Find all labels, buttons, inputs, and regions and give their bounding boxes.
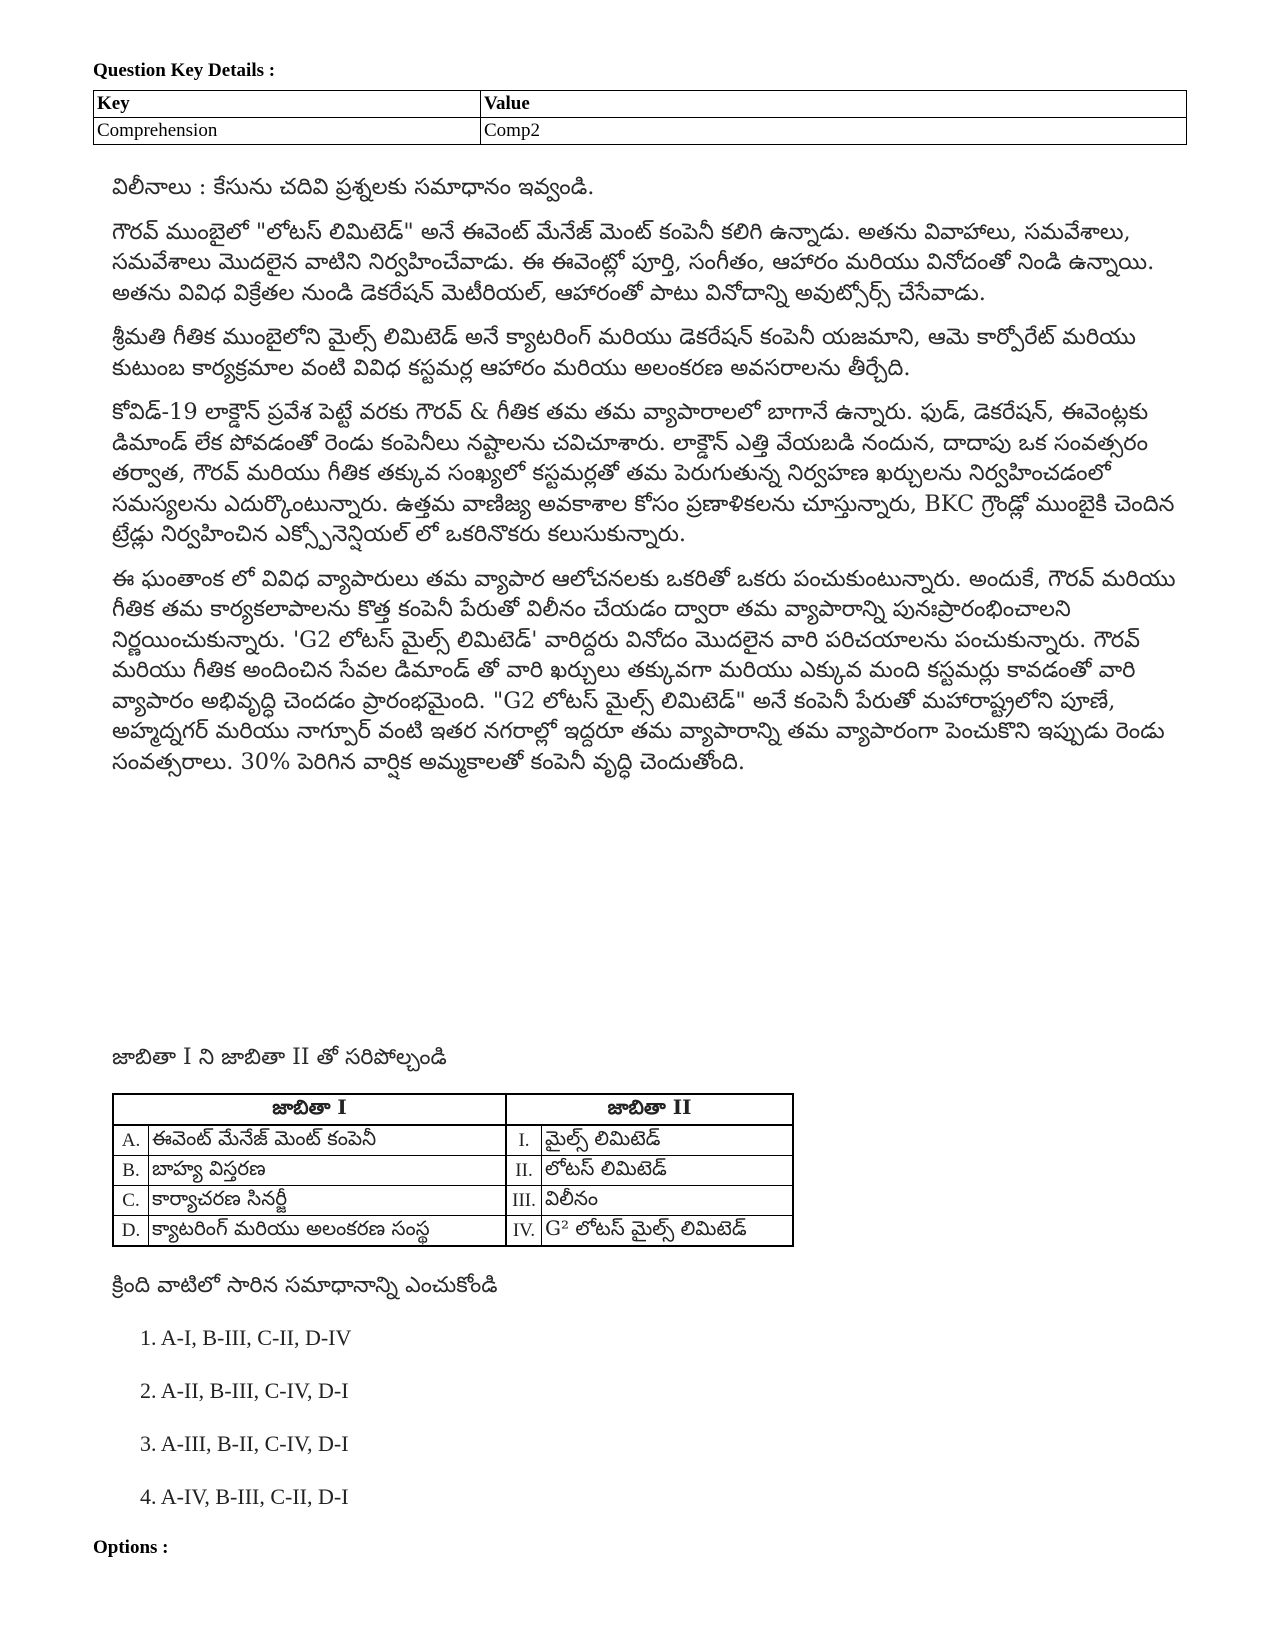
passage-intro: విలీనాలు : కేసును చదివి ప్రశ్నలకు సమాధానం ఇవ్వండి. <box>112 174 595 200</box>
question-key-table <box>93 90 1187 145</box>
table-row <box>94 118 1187 145</box>
passage <box>112 172 1177 791</box>
list1-number: C. <box>113 1186 149 1216</box>
match-table-header-row <box>113 1094 793 1125</box>
list2-number: I. <box>506 1125 542 1156</box>
list1-number: B. <box>113 1156 149 1186</box>
passage-paragraph: శ్రీమతి గీతిక ముంబైలోని మైల్స్ లిమిటెడ్ అనే క్యాటరింగ్ మరియు డెకరేషన్ కంపెనీ యజమాని, ఆమె కార్పోరేట్ మరియు కుటుంబ కార్యక్రమాల వంటి వివిధ కస్టమర్ల ఆహారం మరియు అలంకరణ అవసరాలను తీర్చేది. <box>112 324 1136 381</box>
question-key-details-heading: Question Key Details : <box>93 60 276 81</box>
answer-choice: 4. A-IV, B-III, C-II, D-I <box>140 1484 349 1509</box>
list2-item: మైల్స్ లిమిటెడ్ <box>542 1125 794 1156</box>
key-table-header-row <box>94 91 1187 118</box>
match-instruction: జాబితా I ని జాబితా II తో సరిపోల్చండి <box>112 1045 447 1070</box>
options-heading: Options : <box>93 1537 169 1558</box>
choose-answer-prompt: క్రింది వాటిలో సారిన సమాధానాన్ని ఎంచుకోండి <box>112 1273 498 1298</box>
list1-item: క్యాటరింగ్ మరియు అలంకరణ సంస్థ <box>149 1216 507 1247</box>
table-row <box>113 1216 793 1247</box>
list1-item: కార్యాచరణ సినర్జీ <box>149 1186 507 1216</box>
list2-header: జాబితా II <box>506 1094 793 1125</box>
table-row <box>113 1156 793 1186</box>
list1-item: బాహ్య విస్తరణ <box>149 1156 507 1186</box>
value-column-header: Value <box>481 91 1187 118</box>
list2-item: G² లోటస్ మైల్స్ లిమిటెడ్ <box>542 1216 794 1247</box>
list1-number: A. <box>113 1125 149 1156</box>
table-row <box>113 1125 793 1156</box>
list2-number: III. <box>506 1186 542 1216</box>
key-column-header: Key <box>94 91 481 118</box>
list2-number: II. <box>506 1156 542 1186</box>
passage-paragraph: కోవిడ్-19 లాక్డౌన్ ప్రవేశ పెట్టే వరకు గౌరవ్ & గీతిక తమ తమ వ్యాపారాలలో బాగానే ఉన్నారు. ఫుడ్, డెకరేషన్, ఈవెంట్లకు డిమాండ్ లేక పోవడంతో రెండు కంపెనీలు నష్టాలను చవిచూశారు. లాక్డౌన్ ఎత్తి వేయబడి నందున, దాదాపు ఒక సంవత్సరం తర్వాత, గౌరవ్ మరియు గీతిక తక్కువ సంఖ్యలో కస్టమర్లతో తమ పెరుగుతున్న నిర్వహణ ఖర్చులను నిర్వహించడంలో సమస్యలను ఎదుర్కొంటున్నారు. ఉత్తమ వాణిజ్య అవకాశాల కోసం ప్రణాళికలను చూస్తున్నారు, BKC గ్రౌండ్లో ముంబైకి చెందిన ట్రేడ్లు నిర్వహించిన ఎక్స్పోనెన్షియల్ లో ఒకరినొకరు కలుసుకున్నారు. <box>112 399 1175 547</box>
list2-item: విలీనం <box>542 1186 794 1216</box>
table-row <box>113 1186 793 1216</box>
value-cell: Comp2 <box>481 118 1187 145</box>
key-cell: Comprehension <box>94 118 481 145</box>
list2-number: IV. <box>506 1216 542 1247</box>
list1-number: D. <box>113 1216 149 1247</box>
list1-header: జాబితా I <box>113 1094 506 1125</box>
answer-choices <box>140 1325 351 1537</box>
answer-choice: 3. A-III, B-II, C-IV, D-I <box>140 1431 349 1456</box>
list1-item: ఈవెంట్ మేనేజ్ మెంట్ కంపెనీ <box>149 1125 507 1156</box>
list2-item: లోటస్ లిమిటెడ్ <box>542 1156 794 1186</box>
match-table <box>112 1093 794 1247</box>
passage-paragraph: ఈ ఘంతాంక లో వివిధ వ్యాపారులు తమ వ్యాపార ఆలోచనలకు ఒకరితో ఒకరు పంచుకుంటున్నారు. అందుకే, గౌరవ్ మరియు గీతిక తమ కార్యకలాపాలను కొత్త కంపెనీ పేరుతో విలీనం చేయడం ద్వారా తమ వ్యాపారాన్ని పునఃప్రారంభించాలని నిర్ణయించుకున్నారు. 'G2 లోటస్ మైల్స్ లిమిటెడ్' వారిద్దరు వినోదం మొదలైన వారి పరిచయాలను పంచుకున్నారు. గౌరవ్ మరియు గీతిక అందించిన సేవల డిమాండ్ తో వారి ఖర్చులు తక్కువగా మరియు ఎక్కువ మంది కస్టమర్లు కావడంతో వారి వ్యాపారం అభివృద్ధి చెందడం ప్రారంభమైంది. "G2 లోటస్ మైల్స్ లిమిటెడ్" అనే కంపెనీ పేరుతో మహారాష్ట్రలోని పూణే, అహ్మద్నగర్ మరియు నాగ్పూర్ వంటి ఇతర నగరాల్లో ఇద్దరూ తమ వ్యాపారాన్ని తమ వ్యాపారంగా పెంచుకొని ఇప్పుడు రెండు సంవత్సరాలు. 30% పెరిగిన వార్షిక అమ్మకాలతో కంపెనీ వృద్ధి చెందుతోంది. <box>112 565 1176 775</box>
passage-paragraph: గౌరవ్ ముంబైలో "లోటస్ లిమిటెడ్" అనే ఈవెంట్ మేనేజ్ మెంట్ కంపెనీ కలిగి ఉన్నాడు. అతను వివాహాలు, సమవేశాలు, సమవేశాలు మొదలైన వాటిని నిర్వహించేవాడు. ఈ ఈవెంట్లో పూర్తి, సంగీతం, ఆహారం మరియు వినోదంతో నిండి ఉన్నాయి. అతను వివిధ విక్రేతల నుండి డెకరేషన్ మెటీరియల్, ఆహారంతో పాటు వినోదాన్ని అవుట్సోర్స్ చేసేవాడు. <box>112 218 1155 306</box>
answer-choice: 1. A-I, B-III, C-II, D-IV <box>140 1325 352 1350</box>
answer-choice: 2. A-II, B-III, C-IV, D-I <box>140 1378 349 1403</box>
